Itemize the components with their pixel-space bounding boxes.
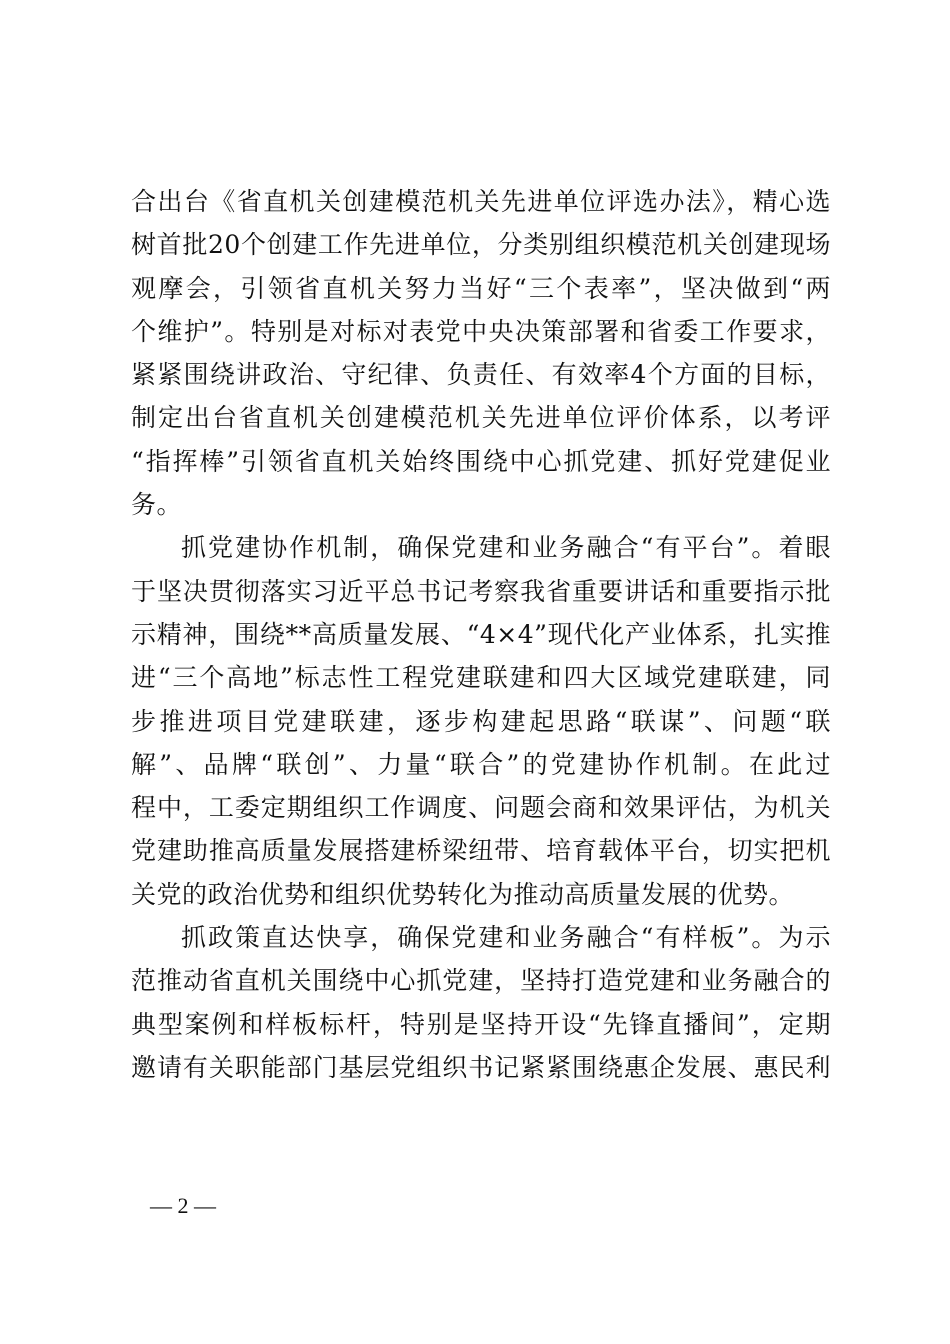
text-line: 解”、品牌“联创”、力量“联合”的党建协作机制。在此过: [131, 749, 831, 779]
text-line: “指挥棒”引领省直机关始终围绕中心抓党建、抓好党建促业: [131, 446, 831, 476]
text-line: 党建助推高质量发展搭建桥梁纽带、培育载体平台，切实把机: [131, 836, 831, 866]
text-line: 典型案例和样板标杆，特别是坚持开设“先锋直播间”，定期: [131, 1009, 831, 1039]
paragraph-3: [131, 916, 831, 1089]
text-line: 示精神，围绕**高质量发展、“4×4”现代化产业体系，扎实推: [131, 619, 831, 649]
text-line: 观摩会，引领省直机关努力当好“三个表率”，坚决做到“两: [131, 273, 831, 303]
text-line: 个维护”。特别是对标对表党中央决策部署和省委工作要求，: [131, 316, 831, 346]
text-line: 抓政策直达快享，确保党建和业务融合“有样板”。为示: [181, 923, 831, 953]
text-line: 进“三个高地”标志性工程党建联建和四大区域党建联建，同: [131, 663, 831, 693]
text-line: 抓党建协作机制，确保党建和业务融合“有平台”。着眼: [181, 533, 831, 563]
text-line: 紧紧围绕讲政治、守纪律、负责任、有效率4个方面的目标，: [131, 360, 831, 390]
paragraph-1: [131, 180, 831, 526]
text-line: 制定出台省直机关创建模范机关先进单位评价体系，以考评: [131, 403, 831, 433]
text-line: 范推动省直机关围绕中心抓党建，坚持打造党建和业务融合的: [131, 966, 831, 996]
text-line: 关党的政治优势和组织优势转化为推动高质量发展的优势。: [131, 879, 795, 909]
text-line: 于坚决贯彻落实习近平总书记考察我省重要讲话和重要指示批: [131, 576, 831, 606]
text-line: 务。: [131, 490, 183, 520]
page-number: — 2 —: [150, 1193, 216, 1218]
text-line: 合出台《省直机关创建模范机关先进单位评选办法》，精心选: [131, 187, 831, 216]
text-line: 步推进项目党建联建，逐步构建起思路“联谋”、问题“联: [131, 706, 831, 736]
text-line: 树首批20个创建工作先进单位，分类别组织模范机关创建现场: [131, 230, 831, 260]
text-line: 邀请有关职能部门基层党组织书记紧紧围绕惠企发展、惠民利: [131, 1052, 831, 1082]
paragraph-2: [131, 526, 831, 916]
text-line: 程中，工委定期组织工作调度、问题会商和效果评估，为机关: [131, 793, 831, 823]
body-text: [131, 180, 831, 1089]
